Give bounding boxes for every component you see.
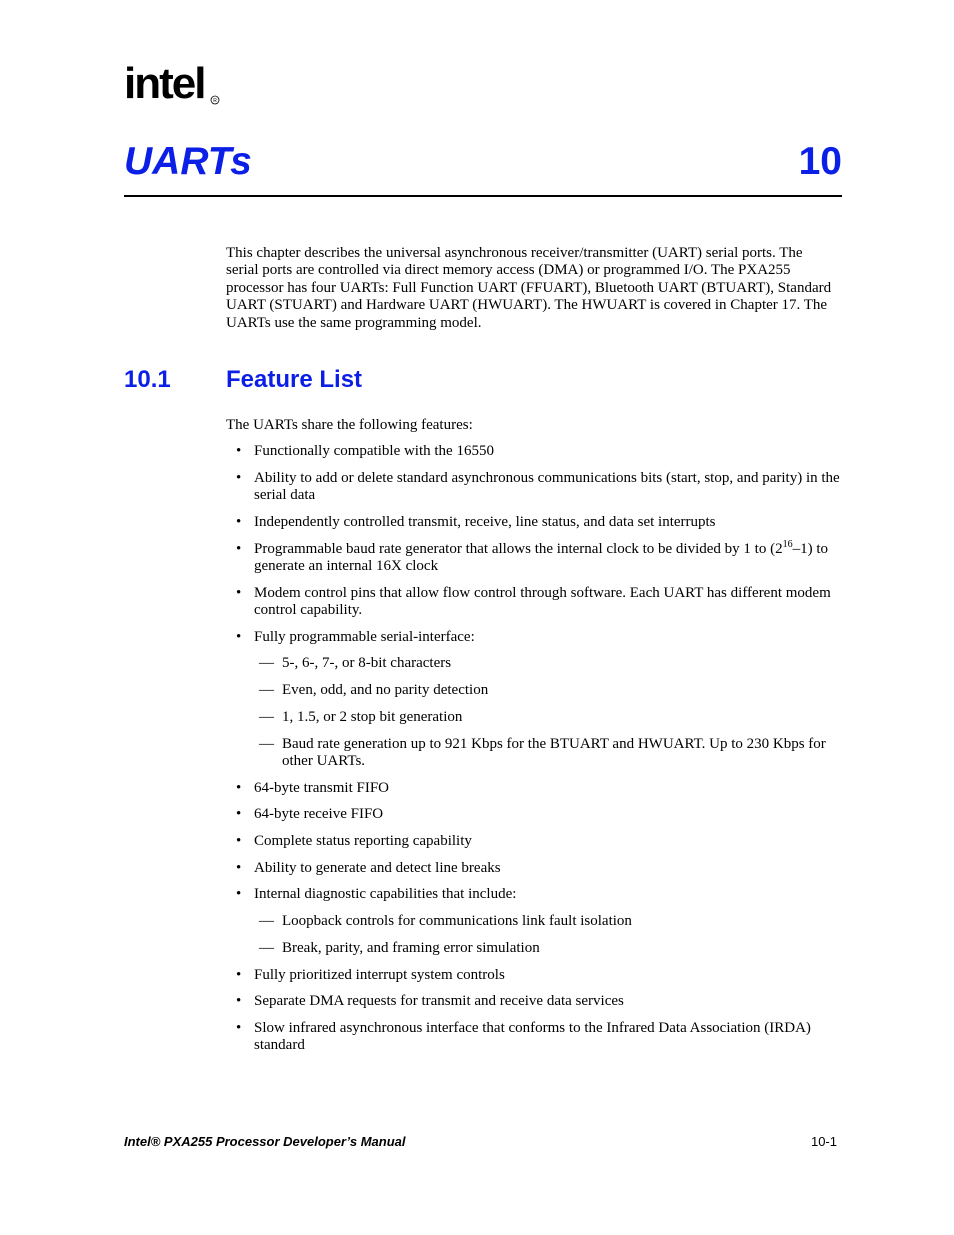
bullet-icon: • [236, 584, 242, 601]
bullet-icon: • [236, 833, 242, 850]
list-item: • 64-byte transmit FIFO [236, 779, 389, 796]
dash-icon: — [259, 735, 274, 752]
feature-lead: The UARTs share the following features: [226, 417, 473, 433]
list-item: • Ability to add or delete standard asynchronous communications bits (start, stop, and parity) in the serial data [236, 469, 840, 504]
list-item: • Slow infrared asynchronous interface that conforms to the Infrared Data Association (IRDA) standard [236, 1019, 811, 1054]
title-rule [124, 195, 842, 197]
list-item: • Complete status reporting capability [236, 833, 472, 850]
list-item: • Fully prioritized interrupt system controls [236, 966, 505, 983]
intel-logo [124, 58, 234, 110]
list-item: • Independently controlled transmit, receive, line status, and data set interrupts [236, 513, 716, 530]
bullet-icon: • [236, 513, 242, 530]
sub-list-item: — Baud rate generation up to 921 Kbps for the BTUART and HWUART. Up to 230 Kbps for other UARTs. [259, 735, 826, 769]
footer-manual-title: Intel® PXA255 Processor Developer’s Manual [124, 1134, 406, 1149]
list-item: • Internal diagnostic capabilities that include: [236, 886, 517, 903]
intel-logo-text: intel [124, 59, 205, 108]
sub-list-item: — Break, parity, and framing error simulation [259, 939, 540, 956]
intro-paragraph: This chapter describes the universal asynchronous receiver/transmitter (UART) serial ports. The serial ports are controlled via direct memory access (DMA) or programmed I/O. The PXA255 processor has four UARTs: Full Function UART (FFUART), Bluetooth UART (BTUART), Standard UART (STUART) and Hardware UART (HWUART). The HWUART is covered in Chapter 17. The UARTs use the same programming model. [226, 245, 832, 331]
bullet-icon: • [236, 443, 242, 459]
section-number: 10.1 [124, 366, 171, 393]
list-item: • Fully programmable serial-interface: [236, 628, 475, 645]
dash-icon: — [259, 682, 274, 699]
bullet-icon: • [236, 779, 242, 796]
bullet-icon: • [236, 540, 242, 557]
list-item: • Modem control pins that allow flow control through software. Each UART has different modem control capability. [236, 584, 831, 619]
feature-list [226, 443, 842, 1064]
svg-text:R: R [213, 98, 217, 104]
dash-icon: — [259, 708, 274, 725]
bullet-icon: • [236, 806, 242, 823]
bullet-icon: • [236, 886, 242, 903]
bullet-icon: • [236, 993, 242, 1010]
sub-list-item: — Loopback controls for communications link fault isolation [259, 913, 632, 930]
bullet-icon: • [236, 966, 242, 983]
list-item: • Separate DMA requests for transmit and receive data services [236, 993, 624, 1010]
bullet-icon: • [236, 628, 242, 645]
sub-list-item: — 1, 1.5, or 2 stop bit generation [259, 708, 463, 725]
bullet-icon: • [236, 469, 242, 486]
section-title: Feature List [226, 366, 363, 393]
section-heading [124, 365, 362, 395]
sub-list-item: — 5-, 6-, 7-, or 8-bit characters [259, 655, 452, 672]
list-item: • 64-byte receive FIFO [236, 806, 384, 823]
footer-page-number: 10-1 [810, 1134, 837, 1149]
list-item: • Programmable baud rate generator that allows the internal clock to be divided by 1 to $(2^{16}-1)$ to generate an internal 16X clock [236, 538, 829, 574]
chapter-number: 10 [798, 140, 842, 183]
chapter-title: UARTs [124, 140, 252, 183]
bullet-icon: • [236, 859, 242, 876]
dash-icon: — [259, 939, 274, 956]
sub-list-item: — Even, odd, and no parity detection [259, 682, 489, 699]
dash-icon: — [259, 913, 274, 930]
list-item: • Ability to generate and detect line breaks [236, 859, 501, 876]
dash-icon: — [259, 655, 274, 672]
bullet-icon: • [236, 1019, 242, 1036]
list-item: • Functionally compatible with the 16550 [236, 443, 494, 459]
